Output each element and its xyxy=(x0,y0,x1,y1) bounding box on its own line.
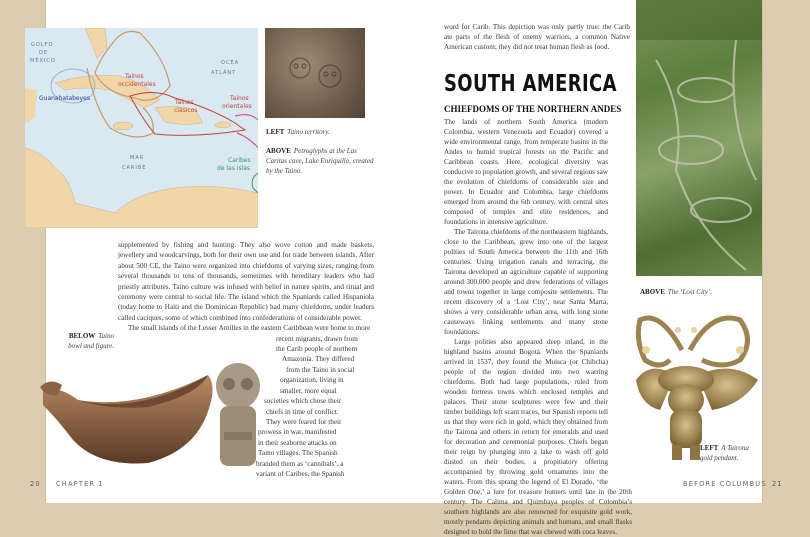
caption-text: The ‘Lost City’. xyxy=(667,288,713,296)
caption-label: LEFT xyxy=(700,444,719,452)
caption-text: Petroglyphs at the Las Caritas cave, Lake Enriquillo, created by the Taino. xyxy=(266,147,374,175)
caption-label: LEFT xyxy=(266,128,285,136)
map-label-gulf: GOLFO xyxy=(31,42,54,48)
text-line: Taino villages. The Spanish xyxy=(258,449,338,458)
caption-text: Taino bowl and figure. xyxy=(68,332,114,350)
right-intro: word for Carib. This depiction was only partly true: the Carib ate parts of the flesh of enemy warriors, a common Native American custom; they did not treat human flesh as food. xyxy=(444,23,630,51)
map-label-gulf-3: MÉXICO xyxy=(30,58,56,64)
map-label-ocean: OCÉA xyxy=(221,60,240,66)
text-line: They were feared for their xyxy=(266,417,342,426)
text-line: smaller, more equal xyxy=(280,386,337,395)
text-line: branded them as ‘cannibals’, a xyxy=(256,459,344,468)
text-line: prowess in war, manifested xyxy=(258,428,337,437)
section-subheading: CHIEFDOMS OF THE NORTHERN ANDES xyxy=(444,104,622,114)
text-line: variant of Caribes, the Spanish xyxy=(256,469,345,478)
caption-label: BELOW xyxy=(68,332,96,340)
taino-territory-map xyxy=(25,28,258,228)
map-label-gulf-2: DE xyxy=(39,50,49,56)
page-number-left: 20 xyxy=(30,480,41,488)
text-line: societies which chose their xyxy=(264,397,342,406)
text-line: from the Taino in social xyxy=(286,365,355,374)
map-label-sea-2: CARIBE xyxy=(122,165,147,171)
running-head-right: BEFORE COLUMBUS xyxy=(683,480,767,488)
text-line: organization, living in xyxy=(280,376,344,385)
caption-text: A Tairona gold pendant. xyxy=(700,444,749,462)
map-label-ocean-2: ATLÁNT xyxy=(211,70,237,76)
map-caption xyxy=(266,127,376,137)
text-line: Amazonia. They differed xyxy=(282,355,355,364)
section-heading: SOUTH AMERICA xyxy=(444,71,617,97)
lost-city-photo xyxy=(636,0,762,276)
map-label-sea: MAR xyxy=(130,155,145,161)
left-body-wrap xyxy=(256,334,376,480)
text-line: recent migrants, drawn from xyxy=(276,334,358,343)
caption-label: ABOVE xyxy=(640,288,665,296)
map-label-caribes: Caribes xyxy=(228,157,251,164)
running-head-left: CHAPTER 1 xyxy=(56,480,104,488)
caption-label: ABOVE xyxy=(266,147,291,155)
paragraph: Large polities also appeared deep inland, in the highland basins around Bogotá. When the Spaniards arrived in 1537, they found the Muisca (or Chibcha) people of the region divided into two warring chiefdoms. Both had large populations, ruled from wooden fortress towns which enclosed temples and palaces. Their stone sculptures were few and their timber buildings left scant traces, but Spanish reports tell us that they were rich in gold, which they obtained from the Tairona and others in return for emeralds and used for decoration and ceremonial purposes. Chiefs began their reign by plunging into a lake to wash off gold dusted on their bodies, a propitiatory offering accompanied by throwing gold ornaments into the waters. From this sprang the legend of El Dorado, ‘the Golden One,’ a lure for treasure hunters until late in the 20th century. The Calima and Quimbaya peoples of Colombia’s southern highlands are also renowned for exquisite gold work, mostly pendants depicting animals and humans, and small flasks designed to hold the lime that was chewed with coca leaves. xyxy=(444,338,632,536)
paragraph: The Tairona chiefdoms of the northeastern highlands, close to the Caribbean, grew into one of the largest polities of South America between the 11th and 16th centuries. Using irrigation canals and terracing, the Tairona developed an agriculture capable of supporting around 300,000 people and drew federations of villages and towns together in large composite settlements. The recent discovery of a ‘Lost City’, near Santa Marta, shows a very considerable urban area, with long stone causeways linking settlements and many stone foundations. xyxy=(444,228,608,336)
bowl-caption xyxy=(54,331,114,351)
caption-text: Taino territory. xyxy=(287,128,330,136)
map-label-taino-or-2: orientales xyxy=(222,103,252,110)
paragraph-start: The small islands of the Lesser Antilles in the eastern Caribbean were home to more xyxy=(128,324,371,333)
taino-bowl-image xyxy=(38,355,218,470)
text-line: in their seaborne attacks on xyxy=(258,438,337,447)
map-label-taino-cla-2: clásicos xyxy=(174,107,198,114)
pendant-caption xyxy=(700,443,760,463)
map-label-taino-occ-2: occidentales xyxy=(118,81,156,88)
lost-city-caption xyxy=(640,287,758,297)
map-label-taino-cla: Taínos xyxy=(175,99,194,106)
page-number-right: 21 xyxy=(772,480,783,488)
text-line: chiefs in time of conflict. xyxy=(266,407,339,416)
map-label-guanahatabeyes: Guanahatabeyes xyxy=(39,95,90,102)
gold-pendant-image xyxy=(600,300,762,465)
petroglyph-photo xyxy=(265,28,365,118)
text-line: the Carib people of northern xyxy=(276,345,358,354)
petroglyph-caption xyxy=(266,146,376,176)
paragraph: The lands of northern South America (modern Colombia, western Venezuela and Ecuador) covered a wide environmental range, from temperate basins in the Andes to humid tropical forests on the Pacific and Caribbean coasts. Here, ecological diversity was conducive to population growth, and several regions saw the evolution of chiefdoms of considerable size and power. In Ecuador and Colombia, large chiefdoms emerged from around the 6th century, with central sites composed of temples and elite residences, and foundations in intensive agriculture. xyxy=(444,118,608,226)
right-margin-edge xyxy=(762,0,763,503)
map-label-taino-occ: Taínos xyxy=(125,73,144,80)
paragraph: supplemented by fishing and hunting. They also wove cotton and made baskets, jewellery and woodcarvings, both for their own use and for trade between islands. After about 500 CE, the Taino were organized into chiefdoms of varying sizes, ranging from several thousands to tens of thousands, sometimes with hereditary leaders who had priestly attributes. Taino culture was infused with belief in nature spirits, and ritual and ceremony were central to social life. The island which the Spaniards called Hispaniola (today home to Haiti and the Dominican Republic) had many chiefdoms, under leaders called caciques, some of which combined into confederations of considerable power. xyxy=(118,241,374,322)
map-label-taino-or: Taínos xyxy=(230,95,249,102)
taino-figure-image xyxy=(212,362,264,472)
map-label-caribes-2: de las islas xyxy=(217,165,251,172)
